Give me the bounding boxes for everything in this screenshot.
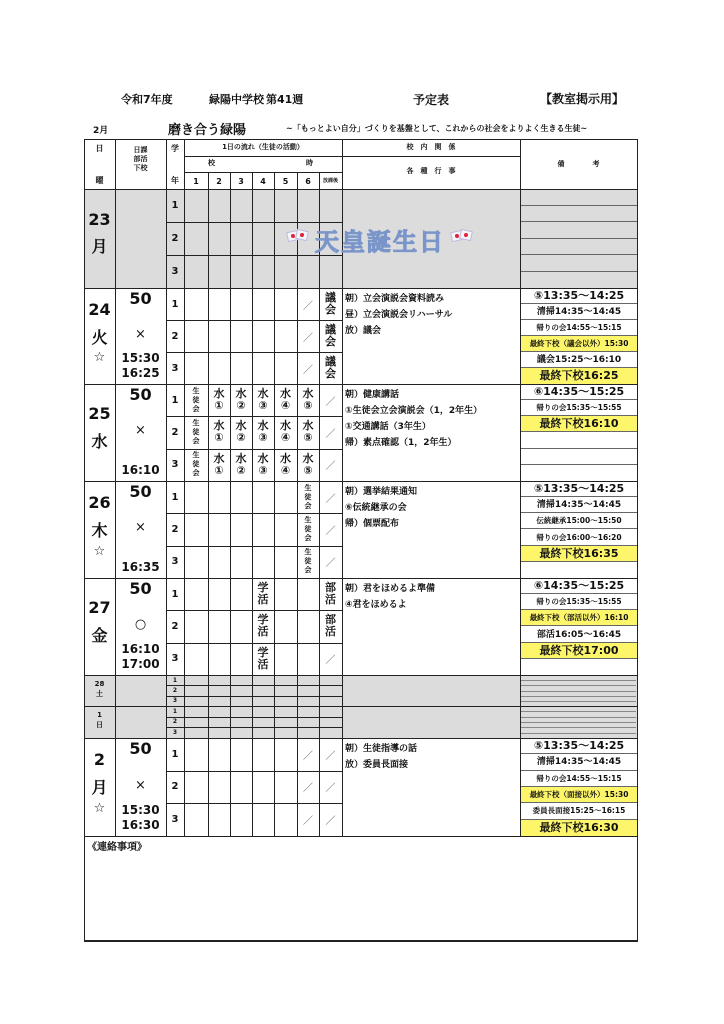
grade-label: 1: [171, 394, 179, 406]
schedule-club: ×: [135, 777, 146, 793]
remarks-line: 帰りの会15:35～15:55: [521, 594, 637, 610]
schedule-minutes: 50: [129, 289, 152, 308]
period-cell: [230, 738, 253, 772]
grade-label: 2: [171, 330, 179, 342]
holiday-label: 天皇誕生日: [315, 227, 445, 256]
remarks-line: 清掃14:35～14:45: [521, 497, 637, 513]
grade-label: 1: [171, 491, 179, 503]
day-label: [84, 597, 115, 646]
event-item: 朝）君をほめるよ準備: [345, 584, 436, 594]
event-item: 放）委員長面接: [345, 760, 409, 770]
period-cell: [252, 481, 275, 514]
schedule-dismiss-2: 16:25: [121, 366, 160, 380]
schedule-club: ○: [134, 617, 147, 633]
grade-label: 2: [171, 523, 179, 535]
period-cell: [252, 546, 275, 579]
remarks-line: 議会15:25～16:10: [521, 352, 637, 368]
period-cell: [230, 189, 253, 223]
header-school: 緑陽中学校: [209, 93, 264, 106]
grade-label: 3: [172, 697, 178, 705]
remarks-line: 最終下校17:00: [521, 643, 637, 659]
header-week: 第41週: [266, 93, 304, 106]
period-cell: [230, 320, 253, 353]
day-number: 24: [88, 300, 111, 320]
day-label: [84, 492, 115, 560]
period-activity: 水 ①: [213, 419, 225, 445]
period-cell: [252, 288, 275, 321]
period-activity: ／: [303, 300, 313, 312]
schedule-cell: [115, 706, 167, 739]
weekday: 土: [96, 690, 103, 698]
event-item: 昼）立会演説会リハーサル: [345, 310, 453, 320]
header-kou: 校: [208, 159, 215, 167]
header-slogan: ~「もっとよい自分」づくりを基盤として、これからの社会をよりよく生きる生徒~: [286, 124, 588, 133]
remarks-line: 委員長面接15:25～16:15: [521, 803, 637, 819]
grade-label: 3: [172, 729, 178, 737]
header-schedule-label: 日課: [133, 146, 148, 154]
remarks-line: [521, 465, 637, 481]
grade-label: 3: [171, 362, 179, 374]
period-cell: [184, 803, 209, 837]
period-cell: [297, 189, 320, 223]
period-cell: [274, 481, 298, 514]
grade-label: 2: [171, 233, 179, 244]
period-cell: [252, 352, 275, 385]
grade-label: 2: [172, 686, 178, 694]
period-activity: ／: [325, 525, 336, 537]
period-cell: [208, 546, 231, 579]
header-flow: 1日の流れ（生徒の活動）: [222, 143, 304, 151]
remarks-line: [521, 433, 637, 449]
header-year: 令和7年度: [121, 93, 173, 106]
remarks-line: 最終下校（面接以外）15:30: [521, 787, 637, 803]
period-cell: [252, 189, 275, 223]
japan-flag-icon: [287, 228, 309, 250]
grade-label: 1: [171, 748, 179, 760]
remarks-line: 最終下校16:25: [521, 368, 637, 384]
event-item: ①生徒会立会演説会（1，2年生）: [345, 406, 483, 416]
period-activity: 部 活: [325, 581, 336, 607]
weekday: 水: [91, 431, 108, 451]
period-cell: [297, 610, 320, 643]
period-activity: 水 ②: [235, 419, 247, 445]
period-cell: [208, 288, 231, 321]
grade-label: 1: [172, 707, 178, 715]
period-activity: 水 ②: [235, 451, 247, 477]
day-label: [84, 679, 115, 699]
remarks-rule: [521, 733, 636, 734]
remarks-line: 帰りの会14:55～15:15: [521, 320, 637, 336]
remarks-rule: [521, 711, 636, 712]
period-cell: [274, 771, 298, 805]
weekday: 金: [91, 625, 108, 645]
header-title: 予定表: [413, 93, 450, 107]
star-icon: ☆: [93, 350, 106, 366]
period-activity: 生 徒 会: [192, 451, 200, 478]
period-activity: 水 ①: [213, 387, 225, 413]
remarks-line: 清掃14:35～14:45: [521, 304, 637, 320]
header-period: 3: [238, 177, 244, 186]
star-icon: ☆: [93, 543, 106, 559]
period-activity: 議 会: [325, 291, 336, 316]
remarks-rule: [521, 717, 636, 718]
schedule-minutes: 50: [129, 739, 152, 758]
period-cell: [252, 320, 275, 353]
remarks-line: [521, 449, 637, 465]
weekday: 月: [91, 237, 108, 257]
period-activity: ／: [325, 396, 336, 408]
header-period: 放課後: [322, 178, 338, 184]
event-item: 放）議会: [345, 326, 382, 336]
period-activity: 水 ③: [257, 419, 269, 445]
remarks-line: [521, 659, 637, 675]
period-activity: 水 ③: [257, 451, 269, 477]
period-cell: [319, 189, 343, 223]
schedule-club: ×: [135, 327, 146, 342]
grade-label: 1: [172, 676, 178, 684]
period-activity: 水 ④: [280, 451, 291, 477]
period-cell: [274, 610, 298, 643]
period-activity: 水 ④: [280, 387, 291, 413]
event-item: ①交通講話（3年生）: [345, 422, 431, 432]
weekday: 月: [91, 778, 108, 798]
event-item: 朝）立会演説会資料読み: [345, 294, 445, 304]
period-cell: [274, 255, 298, 289]
period-cell: [184, 255, 209, 289]
remarks-rule: [521, 722, 636, 723]
period-cell: [184, 481, 209, 514]
event-item: 帰）個票配布: [345, 519, 400, 529]
period-activity: ／: [325, 655, 336, 667]
grade-label: 2: [171, 426, 179, 438]
period-cell: [208, 481, 231, 514]
day-number: 27: [88, 598, 111, 618]
period-activity: ／: [325, 816, 336, 828]
period-activity: ／: [303, 332, 313, 344]
period-cell: [184, 738, 209, 772]
event-item: ④君をほめるよ: [345, 600, 407, 610]
schedule-dismiss-2: 16:30: [121, 818, 160, 832]
header-month: 2月: [93, 126, 109, 136]
remarks-line: [521, 562, 637, 578]
period-cell: [297, 255, 320, 289]
schedule-minutes: 50: [129, 482, 152, 501]
period-activity: ／: [325, 783, 336, 795]
star-icon: ☆: [93, 800, 106, 816]
period-cell: [230, 352, 253, 385]
period-cell: [208, 738, 231, 772]
remarks-line: ⑥14:35～15:25: [521, 384, 637, 400]
japan-flag-icon: [451, 228, 473, 250]
remarks-line: 帰りの会16:00～16:20: [521, 530, 637, 546]
grade-label: 3: [171, 459, 179, 471]
day-number: 28: [94, 680, 105, 688]
remarks-rule: [521, 696, 636, 697]
period-activity: 学 活: [257, 613, 269, 639]
remarks-line: [521, 222, 637, 239]
remarks-line: [521, 189, 637, 206]
period-cell: [252, 738, 275, 772]
grade-label: 3: [171, 556, 179, 568]
period-cell: [230, 610, 253, 643]
header-school-rel: 校 内 関 係: [406, 143, 456, 151]
period-cell: [184, 352, 209, 385]
schedule-cell: [115, 189, 167, 289]
header-weekday: 曜: [95, 176, 104, 185]
header-day: 日: [95, 144, 104, 153]
grade-label: 3: [171, 653, 179, 665]
events-cell: [342, 706, 521, 739]
remarks-line: [521, 272, 637, 289]
period-cell: [274, 513, 298, 546]
period-cell: [230, 643, 253, 676]
day-label: [84, 209, 115, 258]
remarks-line: 最終下校（議会以外）15:30: [521, 336, 637, 352]
period-activity: 水 ①: [213, 451, 225, 477]
event-item: ⑥伝統継承の会: [345, 503, 407, 513]
grade-label: 1: [171, 588, 179, 600]
period-cell: [208, 803, 231, 837]
header-motto: 磨き合う緑陽: [168, 123, 247, 138]
day-label: [84, 299, 115, 367]
period-cell: [208, 320, 231, 353]
period-activity: 議 会: [325, 323, 336, 348]
header-purpose: 【教室掲示用】: [540, 92, 625, 106]
period-cell: [184, 222, 209, 256]
schedule-dismiss-2: 17:00: [121, 657, 160, 671]
period-cell: [252, 513, 275, 546]
period-activity: ／: [303, 750, 313, 762]
grade-label: 1: [171, 298, 179, 310]
header-period: 4: [260, 177, 266, 186]
weekday: 火: [91, 327, 108, 347]
header-period: 2: [216, 177, 222, 186]
remarks-line: [521, 239, 637, 256]
period-activity: 学 活: [257, 645, 269, 671]
period-cell: [184, 610, 209, 643]
period-cell: [184, 288, 209, 321]
period-cell: [252, 771, 275, 805]
period-cell: [252, 803, 275, 837]
grade-label: 3: [171, 814, 179, 826]
header-remarks: 備 考: [557, 160, 600, 168]
remarks-line: 最終下校16:10: [521, 416, 637, 432]
period-cell: [208, 610, 231, 643]
period-cell: [208, 255, 231, 289]
schedule-cell: [115, 675, 167, 707]
period-activity: 水 ⑤: [302, 451, 314, 477]
period-activity: 水 ③: [257, 387, 269, 413]
header-grade-bottom: 年: [171, 176, 179, 185]
holiday-banner: [250, 223, 510, 255]
schedule-dismiss-1: 15:30: [121, 803, 160, 817]
grade-label: 3: [171, 266, 179, 277]
period-cell: [274, 320, 298, 353]
period-cell: [208, 578, 231, 611]
period-cell: [319, 255, 343, 289]
period-activity: ／: [303, 783, 313, 795]
header-period: 5: [282, 177, 289, 186]
period-cell: [274, 803, 298, 837]
remarks-line: [521, 255, 637, 272]
day-number: 26: [88, 493, 111, 513]
period-cell: [208, 771, 231, 805]
events-cell: [342, 675, 521, 707]
day-number: 2: [93, 750, 106, 770]
schedule-dismiss-2: 16:35: [121, 560, 160, 574]
period-cell: [184, 189, 209, 223]
schedule-minutes: 50: [129, 385, 152, 404]
remarks-rule: [521, 727, 636, 728]
period-cell: [208, 352, 231, 385]
period-cell: [274, 578, 298, 611]
period-cell: [297, 643, 320, 676]
remarks-rule: [521, 701, 636, 702]
period-cell: [274, 738, 298, 772]
period-activity: 生 徒 会: [304, 548, 312, 575]
day-number: 23: [88, 209, 111, 229]
period-activity: ／: [325, 558, 336, 570]
period-cell: [230, 481, 253, 514]
notes-box: [84, 836, 638, 942]
event-item: 朝）選挙結果通知: [345, 487, 418, 497]
remarks-line: [521, 206, 637, 223]
period-cell: [184, 320, 209, 353]
header-schedule-label: 部活: [133, 155, 148, 163]
remarks-line: 最終下校16:30: [521, 820, 637, 836]
period-activity: 水 ⑤: [302, 419, 314, 445]
period-cell: [208, 189, 231, 223]
period-activity: ／: [325, 750, 336, 762]
remarks-line: ⑤13:35～14:25: [521, 288, 637, 304]
event-item: 朝）生徒指導の話: [345, 744, 418, 754]
period-cell: [230, 803, 253, 837]
day-label: [84, 749, 115, 817]
period-activity: ／: [325, 461, 336, 473]
period-cell: [274, 643, 298, 676]
period-cell: [208, 643, 231, 676]
remarks-line: 帰りの会15:35～15:55: [521, 400, 637, 416]
period-cell: [274, 288, 298, 321]
remarks-rule: [521, 680, 636, 681]
period-activity: 生 徒 会: [304, 483, 312, 510]
remarks-line: 最終下校16:35: [521, 546, 637, 562]
grade-label: 2: [172, 718, 178, 726]
period-cell: [297, 578, 320, 611]
header-period: 1: [193, 177, 199, 186]
event-item: 帰）素点確認（1，2年生）: [345, 438, 457, 448]
header-ji: 時: [306, 159, 313, 167]
period-activity: 生 徒 会: [192, 386, 200, 413]
period-activity: 学 活: [257, 581, 269, 607]
day-label: [84, 710, 115, 730]
remarks-line: ⑤13:35～14:25: [521, 481, 637, 497]
remarks-line: 部活16:05～16:45: [521, 627, 637, 643]
day-number: 1: [97, 711, 102, 719]
period-activity: 水 ④: [280, 419, 291, 445]
remarks-line: 帰りの会14:55～15:15: [521, 771, 637, 787]
period-cell: [230, 513, 253, 546]
event-item: 朝）健康講話: [345, 390, 400, 400]
notes-title: 《連絡事項》: [87, 842, 147, 853]
period-cell: [184, 643, 209, 676]
period-cell: [274, 546, 298, 579]
day-number: 25: [88, 404, 111, 424]
remarks-line: 最終下校（部活以外）16:10: [521, 610, 637, 626]
schedule-dismiss-1: 15:30: [121, 351, 160, 365]
period-cell: [184, 546, 209, 579]
schedule-dismiss-1: 16:10: [121, 642, 160, 656]
period-cell: [230, 255, 253, 289]
remarks-line: 清掃14:35～14:45: [521, 754, 637, 770]
grade-label: 2: [171, 620, 179, 632]
remarks-rule: [521, 685, 636, 686]
period-cell: [184, 578, 209, 611]
period-activity: ／: [303, 364, 313, 376]
header-grade-top: 学: [171, 144, 179, 153]
grade-label: 2: [171, 781, 179, 793]
remarks-line: ⑥14:35～15:25: [521, 578, 637, 594]
period-cell: [208, 222, 231, 256]
period-cell: [208, 513, 231, 546]
period-cell: [274, 352, 298, 385]
period-activity: 水 ⑤: [302, 387, 314, 413]
header-period: 6: [305, 177, 311, 186]
remarks-rule: [521, 691, 636, 692]
period-cell: [230, 578, 253, 611]
schedule-club: ×: [135, 423, 146, 439]
day-label: [84, 403, 115, 452]
period-activity: ／: [325, 493, 336, 505]
period-cell: [252, 255, 275, 289]
remarks-line: 伝統継承15:00～15:50: [521, 513, 637, 529]
weekday: 日: [96, 721, 103, 729]
schedule-minutes: 50: [129, 579, 152, 598]
grade-label: 1: [171, 200, 179, 211]
period-cell: [230, 288, 253, 321]
period-activity: ／: [325, 428, 336, 440]
period-activity: 議 会: [325, 355, 336, 380]
schedule-club: ×: [135, 520, 146, 536]
header-events: 各 種 行 事: [406, 167, 456, 175]
period-activity: 水 ②: [235, 387, 247, 413]
period-cell: [274, 189, 298, 223]
period-activity: ／: [303, 816, 313, 828]
header-schedule-label: 下校: [133, 164, 148, 172]
period-activity: 生 徒 会: [304, 515, 312, 542]
schedule-dismiss-2: 16:10: [121, 463, 160, 477]
period-cell: [184, 513, 209, 546]
period-cell: [230, 771, 253, 805]
period-cell: [230, 546, 253, 579]
weekday: 木: [91, 520, 108, 540]
remarks-line: ⑤13:35～14:25: [521, 738, 637, 754]
period-activity: 生 徒 会: [192, 418, 200, 445]
period-cell: [184, 771, 209, 805]
period-activity: 部 活: [325, 613, 336, 639]
